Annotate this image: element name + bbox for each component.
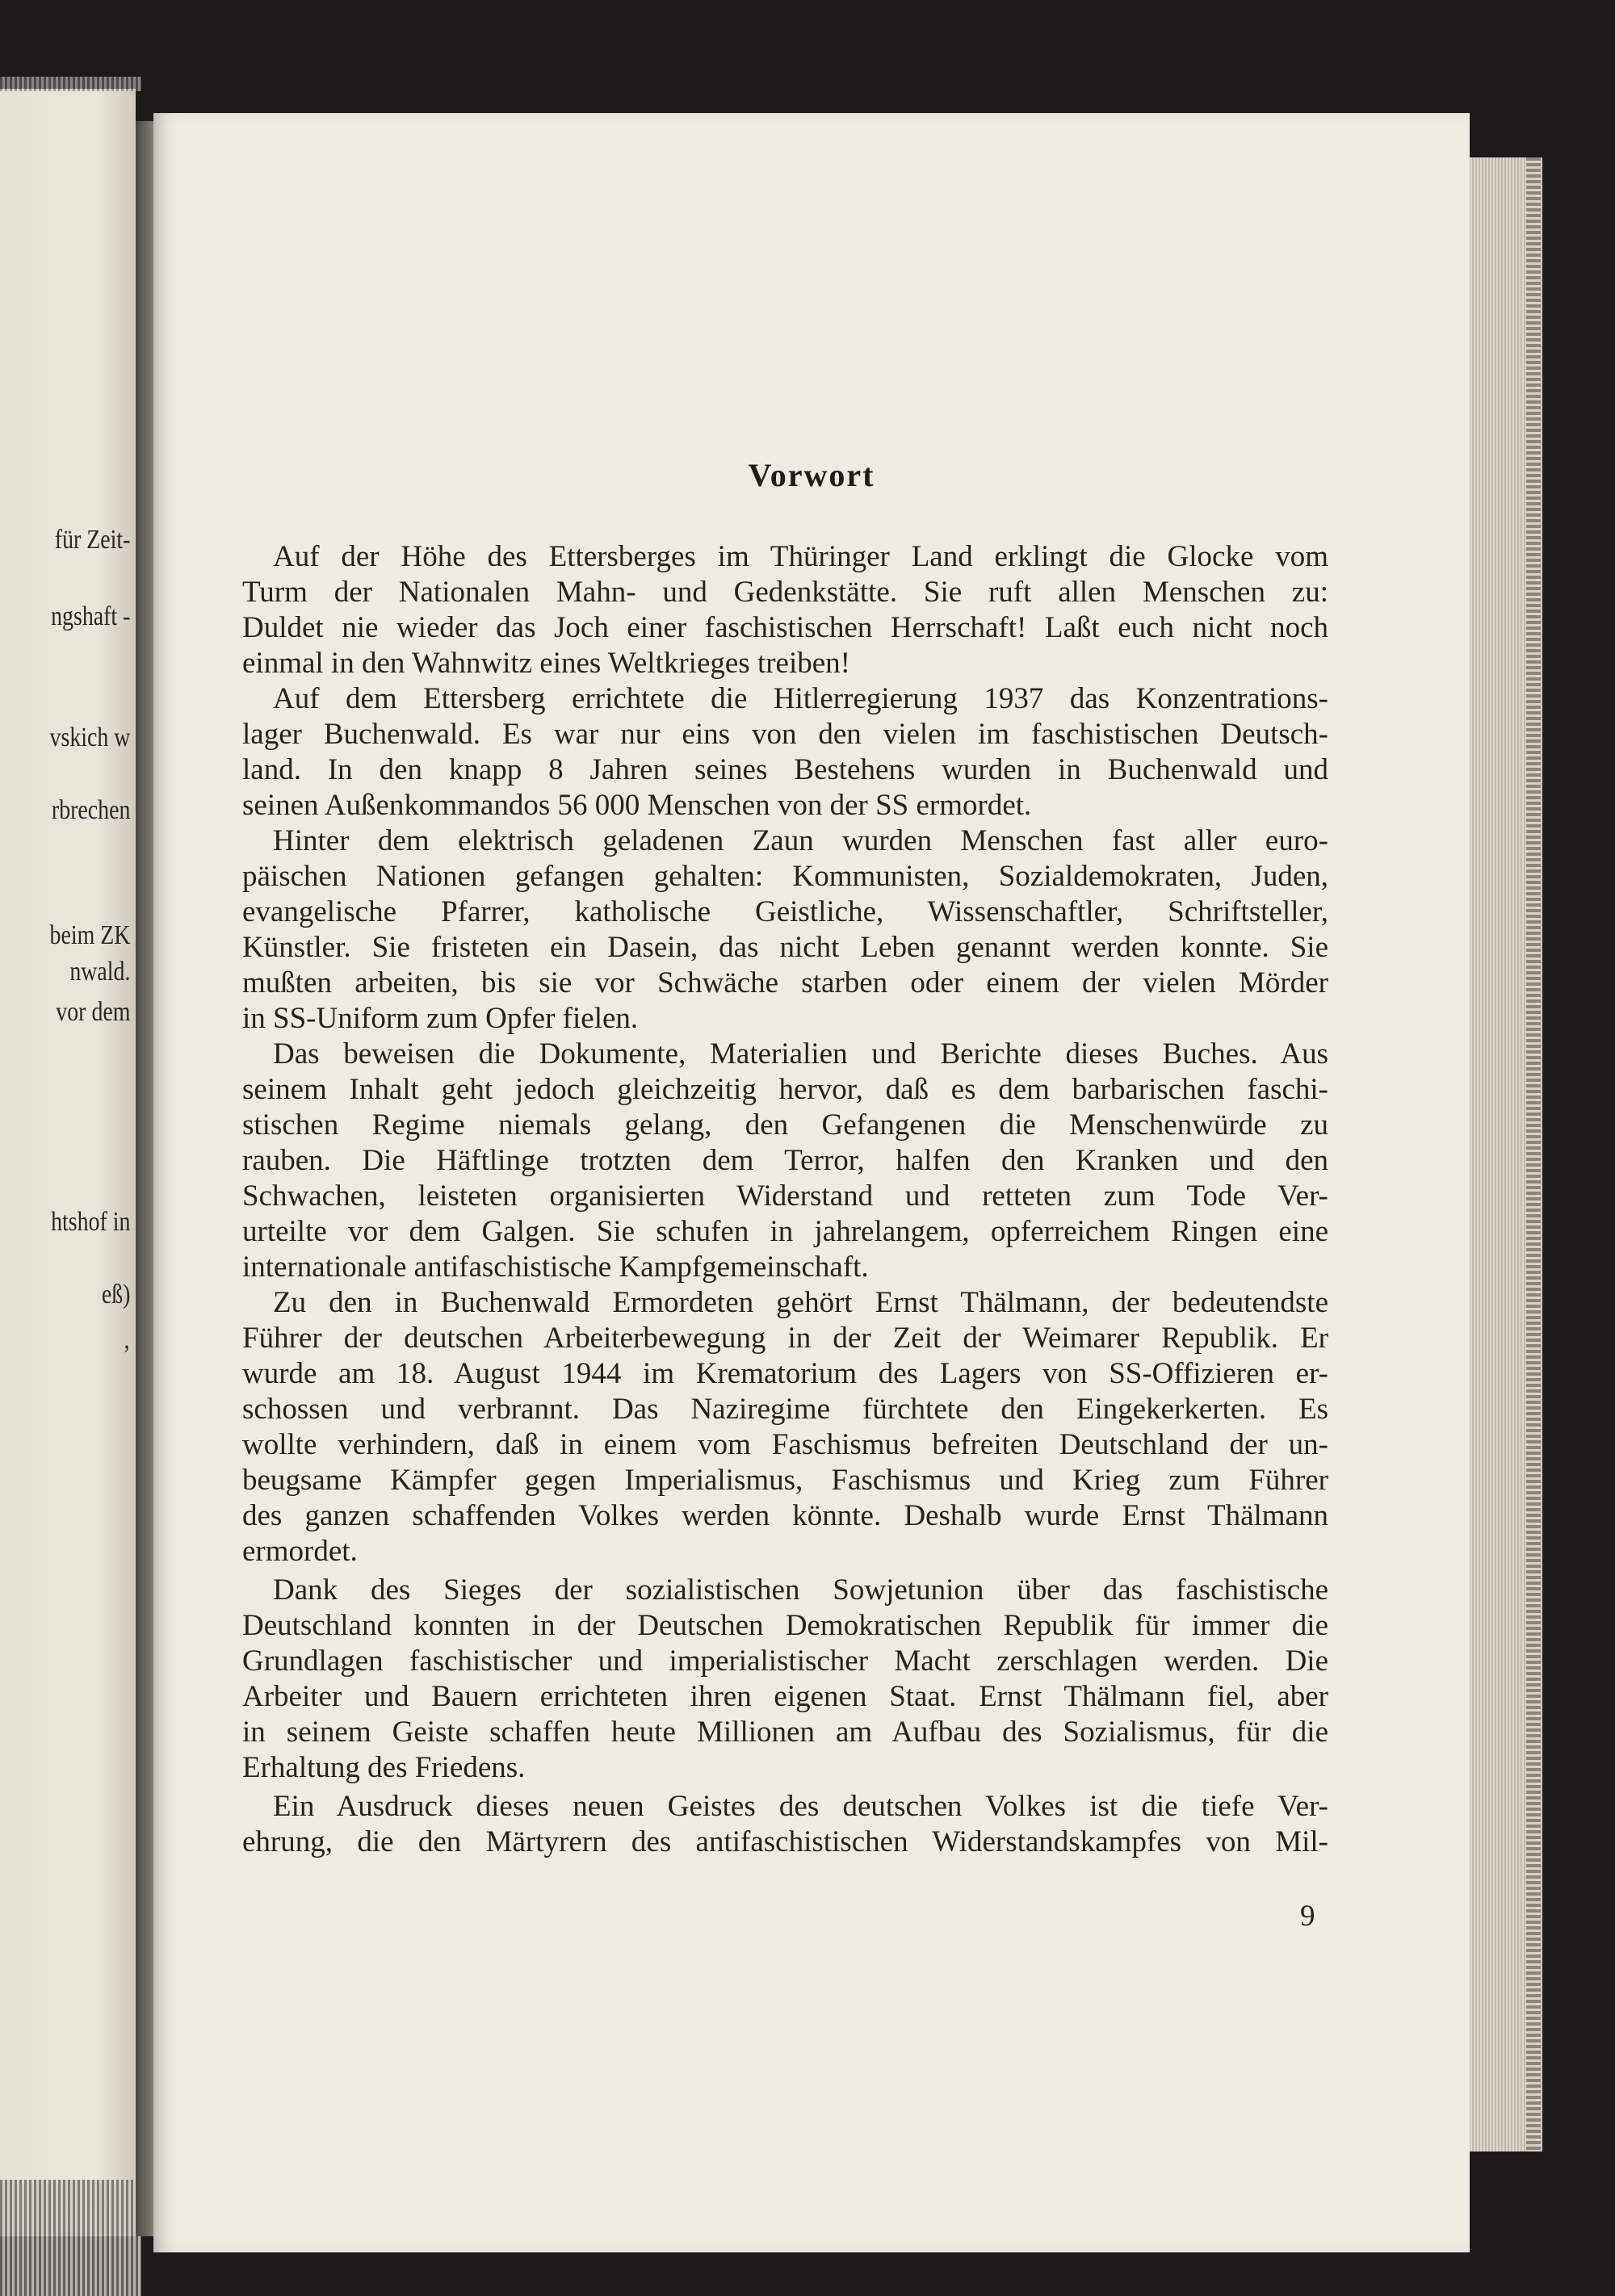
- text-line: ermordet.: [242, 1535, 358, 1568]
- text-line: Dank des Sieges der sozialistischen Sowjetunion über das faschistische: [273, 1573, 1328, 1607]
- text-line: in seinem Geiste schaffen heute Millionen am Aufbau des Sozialismus, für die: [242, 1716, 1328, 1749]
- text-line: wollte verhindern, daß in einem vom Faschismus befreiten Deutschland der un-: [242, 1428, 1328, 1461]
- previous-page-fragment: nwald.: [69, 957, 131, 987]
- previous-page-fragment: vor dem: [56, 997, 131, 1027]
- previous-page-fragment: htshof in: [51, 1207, 131, 1237]
- text-line: Schwachen, leisteten organisierten Widerstand und retteten zum Tode Ver-: [242, 1179, 1328, 1213]
- text-line: in SS-Uniform zum Opfer fielen.: [242, 1002, 639, 1035]
- text-line: Hinter dem elektrisch geladenen Zaun wurden Menschen fast aller euro-: [273, 824, 1328, 857]
- book-binding-top: [0, 77, 141, 91]
- text-line: Auf dem Ettersberg errichtete die Hitlerregierung 1937 das Konzentrations-: [273, 682, 1328, 715]
- text-line: evangelische Pfarrer, katholische Geistliche, Wissenschaftler, Schriftsteller,: [242, 895, 1328, 928]
- text-line: mußten arbeiten, bis sie vor Schwäche starben oder einem der vielen Mörder: [242, 966, 1328, 999]
- text-line: wurde am 18. August 1944 im Krematorium des Lagers von SS-Offizieren er-: [242, 1357, 1328, 1390]
- text-line: rauben. Die Häftlinge trotzten dem Terror, halfen den Kranken und den: [242, 1144, 1328, 1177]
- previous-page-fragment: beim ZK: [49, 920, 131, 950]
- text-line: einmal in den Wahnwitz eines Weltkrieges treiben!: [242, 647, 850, 680]
- text-line: des ganzen schaffenden Volkes werden könnte. Deshalb wurde Ernst Thälmann: [242, 1499, 1328, 1532]
- text-line: stischen Regime niemals gelang, den Gefangenen die Menschenwürde zu: [242, 1108, 1328, 1142]
- text-line: Duldet nie wieder das Joch einer faschistischen Herrschaft! Laßt euch nicht noch: [242, 611, 1328, 644]
- text-line: Arbeiter und Bauern errichteten ihren eigenen Staat. Ernst Thälmann fiel, aber: [242, 1680, 1328, 1713]
- text-line: land. In den knapp 8 Jahren seines Bestehens wurden in Buchenwald und: [242, 753, 1328, 786]
- text-line: Führer der deutschen Arbeiterbewegung in der Zeit der Weimarer Republik. Er: [242, 1322, 1328, 1355]
- previous-page-fragment: für Zeit-: [54, 525, 131, 555]
- text-line: schossen und verbrannt. Das Naziregime fürchtete den Eingekerkerten. Es: [242, 1393, 1328, 1426]
- text-line: seinem Inhalt geht jedoch gleichzeitig hervor, daß es dem barbarischen faschi-: [242, 1073, 1328, 1106]
- text-line: ehrung, die den Märtyrern des antifaschistischen Widerstandskampfes von Mil-: [242, 1825, 1328, 1858]
- page-title: Vorwort: [748, 457, 875, 493]
- text-line: Erhaltung des Friedens.: [242, 1751, 526, 1784]
- text-line: Ein Ausdruck dieses neuen Geistes des deutschen Volkes ist die tiefe Ver-: [273, 1790, 1328, 1823]
- text-line: urteilte vor dem Galgen. Sie schufen in jahrelangem, opferreichem Ringen eine: [242, 1215, 1328, 1248]
- previous-page-fragment: ʼ: [123, 1340, 131, 1370]
- previous-page-fragment: ngshaft -: [51, 601, 131, 631]
- text-line: Künstler. Sie fristeten ein Dasein, das nicht Leben genannt werden konnte. Sie: [242, 931, 1328, 964]
- text-line: Deutschland konnten in der Deutschen Demokratischen Republik für immer die: [242, 1609, 1328, 1642]
- previous-page-edge: [0, 89, 136, 2236]
- text-line: Auf der Höhe des Ettersberges im Thüringer Land erklingt die Glocke vom: [273, 540, 1328, 573]
- book-page: [153, 113, 1470, 2252]
- text-line: internationale antifaschistische Kampfgemeinschaft.: [242, 1251, 869, 1284]
- text-line: Zu den in Buchenwald Ermordeten gehört Ernst Thälmann, der bedeutendste: [273, 1286, 1328, 1319]
- text-line: Das beweisen die Dokumente, Materialien und Berichte dieses Buches. Aus: [273, 1037, 1328, 1070]
- previous-page-fragment: vskich w: [49, 723, 131, 752]
- book-binding-right: [1526, 157, 1541, 2151]
- text-line: Grundlagen faschistischer und imperialistischer Macht zerschlagen werden. Die: [242, 1644, 1328, 1678]
- text-line: lager Buchenwald. Es war nur eins von den vielen im faschistischen Deutsch-: [242, 718, 1328, 751]
- text-line: beugsame Kämpfer gegen Imperialismus, Faschismus und Krieg zum Führer: [242, 1464, 1328, 1497]
- book-binding-bottom: [0, 2180, 141, 2296]
- text-line: päischen Nationen gefangen gehalten: Kommunisten, Sozialdemokraten, Juden,: [242, 860, 1328, 893]
- body-text: [242, 539, 1328, 1860]
- text-line: Turm der Nationalen Mahn- und Gedenkstätte. Sie ruft allen Menschen zu:: [242, 576, 1328, 609]
- page-number: 9: [1300, 1900, 1315, 1933]
- text-line: seinen Außenkommandos 56 000 Menschen von der SS ermordet.: [242, 789, 1032, 822]
- previous-page-fragment: rbrechen: [51, 795, 131, 825]
- previous-page-fragment: eß): [101, 1280, 131, 1309]
